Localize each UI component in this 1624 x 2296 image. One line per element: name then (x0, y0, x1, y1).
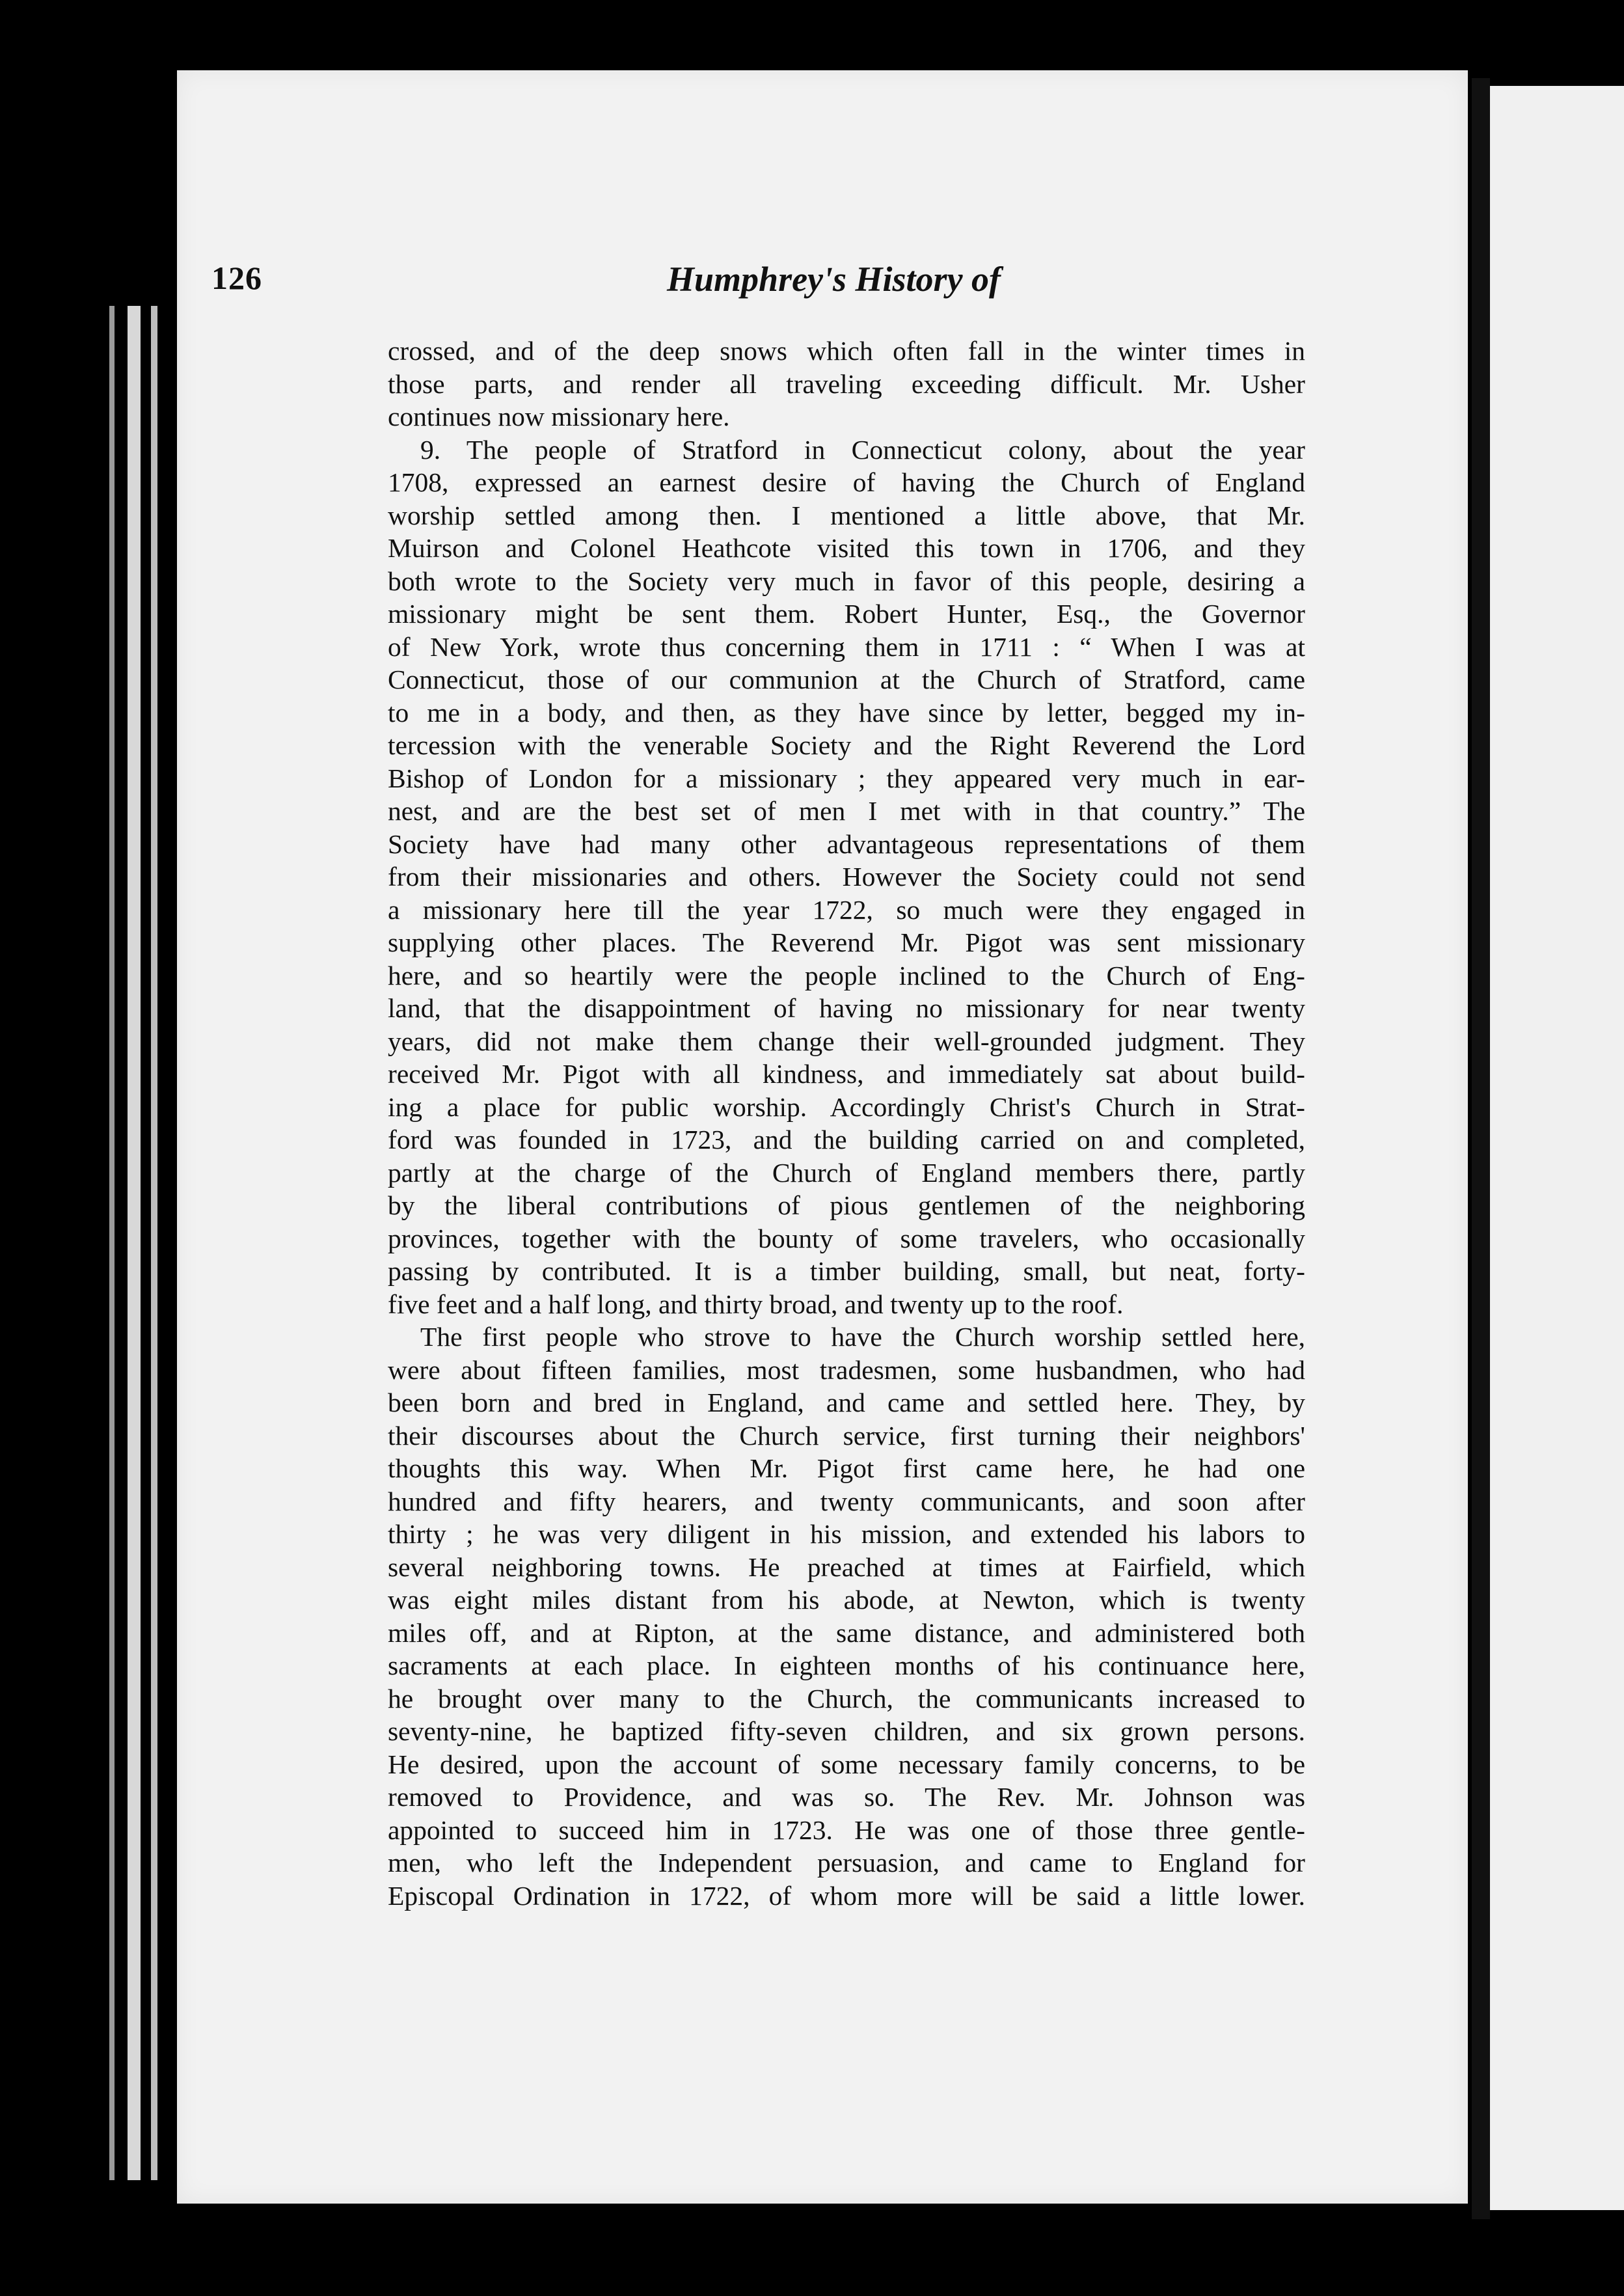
text-line: ing a place for public worship. Accordingly Christ's Church in Strat- (388, 1091, 1305, 1122)
text-line: Muirson and Colonel Heathcote visited this town in 1706, and they (388, 533, 1305, 563)
text-line: miles off, and at Ripton, at the same distance, and administered both (388, 1617, 1305, 1648)
text-line: of New York, wrote thus concerning them in 1711 : “ When I was at (388, 631, 1305, 662)
text-line: to me in a body, and then, as they have since by letter, begged my in- (388, 697, 1305, 728)
text-line: their discourses about the Church service, first turning their neighbors' (388, 1420, 1305, 1451)
text-line: thirty ; he was very diligent in his mission, and extended his labors to (388, 1519, 1305, 1549)
body-text (388, 335, 1305, 1912)
text-line: he brought over many to the Church, the communicants increased to (388, 1683, 1305, 1714)
text-line: Episcopal Ordination in 1722, of whom more will be said a little lower. (388, 1880, 1305, 1911)
text-line: appointed to succeed him in 1723. He was one of those three gentle- (388, 1814, 1305, 1845)
facing-page-edge (1490, 86, 1624, 2210)
running-title: Humphrey's History of (667, 260, 1001, 299)
text-line: sacraments at each place. In eighteen months of his continuance here, (388, 1650, 1305, 1680)
text-line: provinces, together with the bounty of some travelers, who occasionally (388, 1223, 1305, 1253)
text-line: years, did not make them change their well-grounded judgment. They (388, 1026, 1305, 1056)
text-line: from their missionaries and others. However the Society could not send (388, 862, 1305, 892)
text-line: here, and so heartily were the people inclined to the Church of Eng- (388, 960, 1305, 991)
text-line: continues now missionary here. (388, 402, 730, 431)
text-line: 9. The people of Stratford in Connecticut colony, about the year (420, 434, 1305, 465)
book-edge-strip (151, 306, 157, 2180)
text-line: thoughts this way. When Mr. Pigot first came here, he had one (388, 1453, 1305, 1483)
text-line: worship settled among then. I mentioned a little above, that Mr. (388, 500, 1305, 530)
text-line: The first people who strove to have the Church worship settled here, (420, 1322, 1305, 1352)
text-line: men, who left the Independent persuasion, and came to England for (388, 1848, 1305, 1878)
text-line: land, that the disappointment of having no missionary for near twenty (388, 993, 1305, 1023)
text-line: both wrote to the Society very much in favor of this people, desiring a (388, 566, 1305, 596)
page-gutter (1472, 78, 1490, 2219)
text-line: nest, and are the best set of men I met with in that country.” The (388, 796, 1305, 826)
page-header (211, 259, 1122, 311)
text-line: Bishop of London for a missionary ; they appeared very much in ear- (388, 763, 1305, 793)
text-line: passing by contributed. It is a timber building, small, but neat, forty- (388, 1256, 1305, 1286)
text-line: several neighboring towns. He preached at times at Fairfield, which (388, 1551, 1305, 1582)
text-line: were about fifteen families, most tradesmen, some husbandmen, who had (388, 1354, 1305, 1385)
book-edge-strip (128, 306, 141, 2180)
text-line: Society have had many other advantageous representations of them (388, 828, 1305, 859)
text-line: been born and bred in England, and came and settled here. They, by (388, 1387, 1305, 1417)
text-line: 1708, expressed an earnest desire of having the Church of England (388, 467, 1305, 497)
text-line: missionary might be sent them. Robert Hunter, Esq., the Governor (388, 599, 1305, 629)
text-line: received Mr. Pigot with all kindness, and immediately sat about build- (388, 1059, 1305, 1089)
page-number: 126 (211, 260, 262, 296)
text-line: crossed, and of the deep snows which often fall in the winter times in (388, 336, 1305, 366)
text-line: a missionary here till the year 1722, so much were they engaged in (388, 894, 1305, 925)
book-edge-strip (109, 306, 115, 2180)
text-line: supplying other places. The Reverend Mr. Pigot was sent missionary (388, 927, 1305, 957)
text-line: seventy-nine, he baptized fifty-seven children, and six grown persons. (388, 1716, 1305, 1746)
text-line: Connecticut, those of our communion at the Church of Stratford, came (388, 664, 1305, 694)
text-line: He desired, upon the account of some necessary family concerns, to be (388, 1749, 1305, 1779)
text-line: hundred and fifty hearers, and twenty communicants, and soon after (388, 1486, 1305, 1516)
text-line: was eight miles distant from his abode, at Newton, which is twenty (388, 1585, 1305, 1615)
text-line: those parts, and render all traveling exceeding difficult. Mr. Usher (388, 368, 1305, 399)
text-line: tercession with the venerable Society and the Right Reverend the Lord (388, 730, 1305, 760)
text-line: by the liberal contributions of pious gentlemen of the neighboring (388, 1190, 1305, 1220)
text-line: removed to Providence, and was so. The Rev. Mr. Johnson was (388, 1782, 1305, 1812)
text-line: ford was founded in 1723, and the building carried on and completed, (388, 1125, 1305, 1155)
text-line: five feet and a half long, and thirty broad, and twenty up to the roof. (388, 1289, 1124, 1319)
text-line: partly at the charge of the Church of England members there, partly (388, 1157, 1305, 1188)
